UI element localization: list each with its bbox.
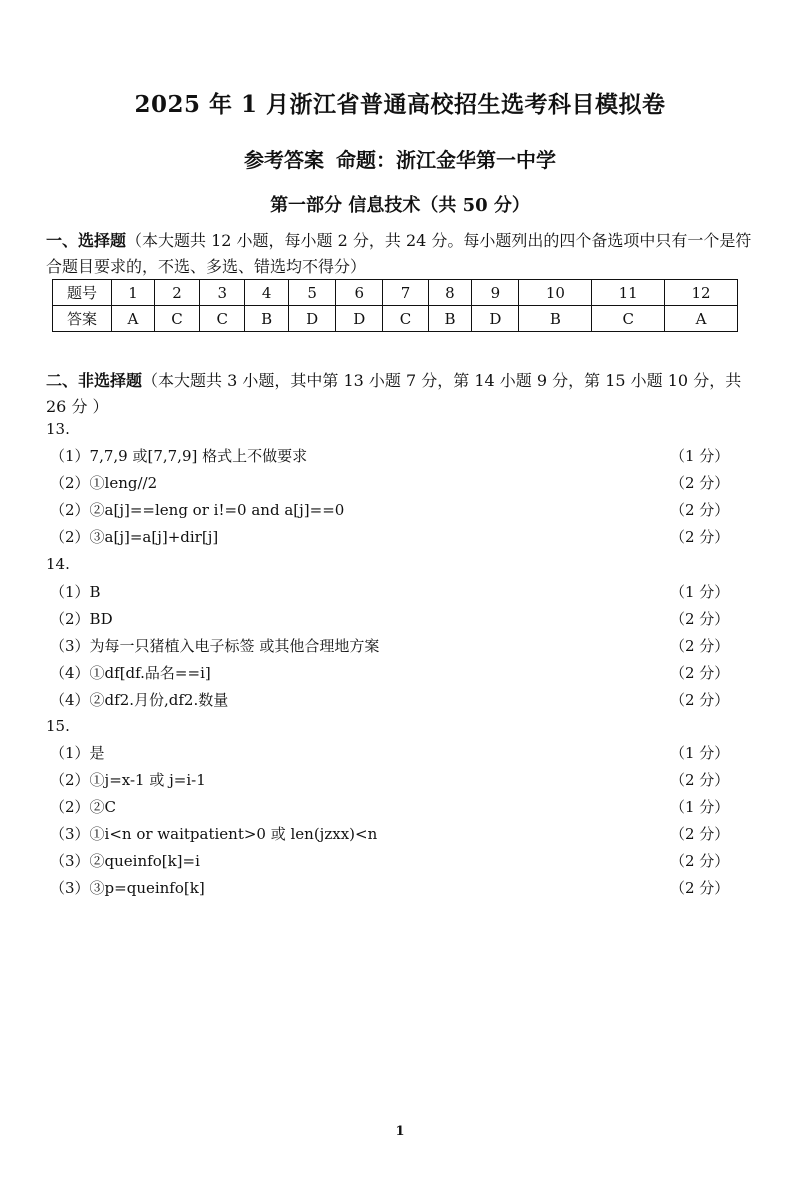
question-number-cell: 3 xyxy=(200,280,245,306)
question-number-cell: 2 xyxy=(154,280,199,306)
subtitle-author: 命题：浙江金华第一中学 xyxy=(336,148,556,172)
answer-text: （2）①leng//2 xyxy=(50,474,158,492)
answer-cell: D xyxy=(336,306,383,332)
score-text: （2 分） xyxy=(670,771,730,789)
section-1-heading: 一、选择题 xyxy=(46,231,127,250)
score-text: （2 分） xyxy=(670,825,730,843)
answer-row xyxy=(46,526,730,548)
answer-row xyxy=(46,635,730,657)
answer-row xyxy=(46,445,730,467)
question-number-cell: 1 xyxy=(112,280,155,306)
section-2-instructions xyxy=(46,368,766,420)
subtitle xyxy=(0,144,800,173)
score-text: （2 分） xyxy=(670,528,730,546)
answer-row xyxy=(46,608,730,630)
score-text: （1 分） xyxy=(670,744,730,762)
answer-row xyxy=(46,769,730,791)
answer-text: （2）③a[j]=a[j]+dir[j] xyxy=(50,528,219,546)
score-text: （2 分） xyxy=(670,879,730,897)
page-number: 1 xyxy=(395,1124,405,1139)
answer-text: （3）②queinfo[k]=i xyxy=(50,852,200,870)
score-text: （1 分） xyxy=(670,447,730,465)
answer-cell: A xyxy=(665,306,738,332)
q14-label: 14. xyxy=(46,555,70,573)
answer-cell: C xyxy=(592,306,665,332)
answer-cell: C xyxy=(383,306,428,332)
score-text: （2 分） xyxy=(670,691,730,709)
answer-row xyxy=(46,823,730,845)
answer-text: （3）③p=queinfo[k] xyxy=(50,879,205,897)
q15-label: 15. xyxy=(46,717,70,735)
question-number-cell: 7 xyxy=(383,280,428,306)
answer-text: （2）①j=x-1 或 j=i-1 xyxy=(50,771,206,789)
score-text: （2 分） xyxy=(670,852,730,870)
answer-row xyxy=(46,742,730,764)
score-text: （1 分） xyxy=(670,583,730,601)
section-1-desc: （本大题共 12 小题，每小题 2 分，共 24 分。每小题列出的四个备选项中只有一个是符合题目要求的，不选、多选、错选均不得分） xyxy=(46,231,752,276)
answer-table xyxy=(52,279,738,332)
question-number-cell: 9 xyxy=(472,280,519,306)
answer-text: （1）是 xyxy=(50,744,105,762)
q13-label: 13. xyxy=(46,420,70,438)
answer-row xyxy=(46,689,730,711)
answer-text: （4）①df[df.品名==i] xyxy=(50,664,211,682)
answer-cell: B xyxy=(519,306,592,332)
answer-row xyxy=(46,877,730,899)
question-number-cell: 11 xyxy=(592,280,665,306)
answer-text: （2）②a[j]==leng or i!=0 and a[j]==0 xyxy=(50,501,345,519)
answer-cell: D xyxy=(288,306,335,332)
answer-text: （1）B xyxy=(50,583,101,601)
question-number-cell: 5 xyxy=(288,280,335,306)
question-number-cell: 10 xyxy=(519,280,592,306)
question-number-cell: 6 xyxy=(336,280,383,306)
question-number-cell: 4 xyxy=(245,280,289,306)
table-row-numbers xyxy=(53,280,738,306)
answer-cell: B xyxy=(245,306,289,332)
answer-cell: C xyxy=(200,306,245,332)
answer-text: （4）②df2.月份,df2.数量 xyxy=(50,691,229,709)
answer-text: （2）BD xyxy=(50,610,113,628)
answer-row xyxy=(46,499,730,521)
answer-text: （3）①i<n or waitpatient>0 或 len(jzxx)<n xyxy=(50,825,378,843)
answer-cell: A xyxy=(112,306,155,332)
section-1-instructions xyxy=(46,228,766,280)
score-text: （1 分） xyxy=(670,798,730,816)
answer-cell: D xyxy=(472,306,519,332)
score-text: （2 分） xyxy=(670,501,730,519)
question-number-cell: 8 xyxy=(428,280,472,306)
answer-cell: B xyxy=(428,306,472,332)
answer-row xyxy=(46,581,730,603)
answer-row xyxy=(46,796,730,818)
answer-cell: C xyxy=(154,306,199,332)
score-text: （2 分） xyxy=(670,610,730,628)
part-heading: 第一部分 信息技术（共 50 分） xyxy=(270,195,530,216)
score-text: （2 分） xyxy=(670,637,730,655)
row-label-answer: 答案 xyxy=(53,306,112,332)
table-row-answers xyxy=(53,306,738,332)
answer-text: （3）为每一只猪植入电子标签 或其他合理地方案 xyxy=(50,637,380,655)
row-label-number: 题号 xyxy=(53,280,112,306)
answer-row xyxy=(46,850,730,872)
answer-text: （2）②C xyxy=(50,798,117,816)
question-number-cell: 12 xyxy=(665,280,738,306)
answer-text: （1）7,7,9 或[7,7,9] 格式上不做要求 xyxy=(50,447,308,465)
score-text: （2 分） xyxy=(670,664,730,682)
section-2-heading: 二、非选择题 xyxy=(46,371,143,390)
subtitle-answer-key: 参考答案 xyxy=(244,148,324,172)
answer-row xyxy=(46,472,730,494)
section-2-desc: （本大题共 3 小题，其中第 13 小题 7 分，第 14 小题 9 分，第 15 小题 10 分，共 26 分 ） xyxy=(46,371,742,416)
answer-row xyxy=(46,662,730,684)
score-text: （2 分） xyxy=(670,474,730,492)
page-title: 2025 年 1 月浙江省普通高校招生选考科目模拟卷 xyxy=(134,91,666,118)
